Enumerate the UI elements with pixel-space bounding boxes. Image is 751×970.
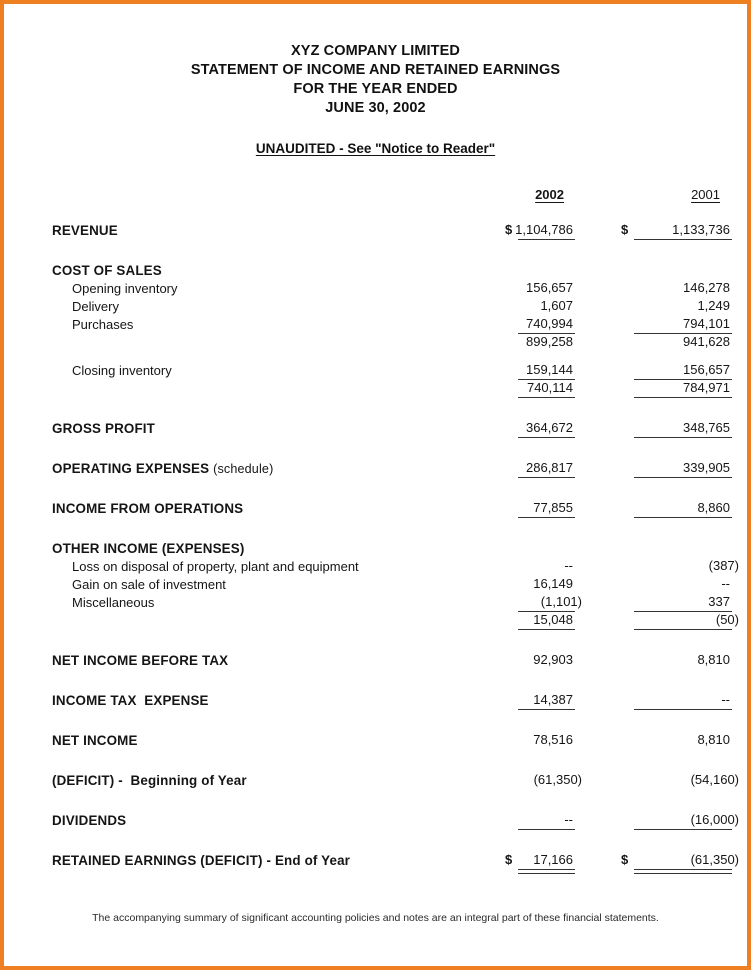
currency-symbol: $ <box>505 852 513 867</box>
spacer <box>4 350 747 360</box>
underline-rule <box>634 239 732 240</box>
underline-rule <box>518 829 575 830</box>
spacer <box>4 396 747 418</box>
row-label-closing-inventory: Closing inventory <box>72 363 172 378</box>
table-row-gain-on-sale <box>4 574 747 592</box>
net-income-current <box>472 730 608 748</box>
closing-inventory-prior <box>608 360 747 378</box>
amount: -- <box>564 558 573 573</box>
double-underline-rule <box>634 869 732 870</box>
row-label-gain-on-sale: Gain on sale of investment <box>72 577 226 592</box>
loss-on-disposal-current <box>472 556 608 574</box>
row-label-retained-earnings-end: RETAINED EARNINGS (DEFICIT) - End of Year <box>52 853 351 868</box>
amount: 1,607 <box>540 298 573 313</box>
row-label-total-other-income <box>4 610 472 628</box>
table-row-total-other-income <box>4 610 747 628</box>
total-cost-of-sales-prior <box>608 378 747 396</box>
amount: 92,903 <box>533 652 573 667</box>
amount: 77,855 <box>533 500 573 515</box>
amount: 78,516 <box>533 732 573 747</box>
amount: 364,672 <box>526 420 573 435</box>
amount: 740,114 <box>526 380 573 395</box>
table-row-opening-inventory <box>4 278 747 296</box>
amount: (61,350) <box>533 772 582 787</box>
table-row-purchases <box>4 314 747 332</box>
amount: 794,101 <box>683 316 730 331</box>
table-row-goods-available <box>4 332 747 350</box>
underline-rule <box>634 829 732 830</box>
document-heading <box>4 4 747 156</box>
amount: (387) <box>708 558 739 573</box>
table-row-other-income-header <box>4 538 747 556</box>
loss-on-disposal-prior <box>608 556 747 574</box>
income-statement-table <box>4 186 747 868</box>
row-label-cost-of-sales: COST OF SALES <box>52 263 162 278</box>
spacer <box>4 708 747 730</box>
unaudited-notice: UNAUDITED - See "Notice to Reader" <box>255 141 496 156</box>
underline-rule <box>634 709 732 710</box>
spacer <box>4 436 747 458</box>
amount: 339,905 <box>683 460 730 475</box>
underline-rule <box>634 397 732 398</box>
footnote-text: The accompanying summary of significant accounting policies and notes are an integral part of these financial statements. <box>92 912 659 924</box>
amount: (1,101) <box>540 594 582 609</box>
underline-rule <box>518 629 575 630</box>
header-spacer <box>4 186 472 204</box>
double-underline-rule <box>518 869 575 870</box>
statement-sheet <box>4 4 747 966</box>
underline-rule <box>518 709 575 710</box>
amount: 159,144 <box>526 362 573 377</box>
gain-on-sale-current <box>472 574 608 592</box>
currency-symbol: $ <box>505 222 513 237</box>
underline-rule <box>518 239 575 240</box>
underline-rule <box>518 437 575 438</box>
net-income-before-tax-prior <box>608 650 747 668</box>
underline-rule <box>518 517 575 518</box>
amount: 784,971 <box>683 380 730 395</box>
underline-rule <box>518 477 575 478</box>
amount: (16,000) <box>690 812 739 827</box>
revenue-prior <box>608 220 747 238</box>
row-label-loss-on-disposal: Loss on disposal of property, plant and equipment <box>72 559 359 574</box>
row-label-deficit-beginning: (DEFICIT) - Beginning of Year <box>52 773 247 788</box>
amount: 156,657 <box>526 280 573 295</box>
amount: (50) <box>715 612 739 627</box>
total-other-income-current <box>472 610 608 628</box>
amount: (54,160) <box>690 772 739 787</box>
table-row-operating-expenses <box>4 458 747 476</box>
row-label-delivery: Delivery <box>72 299 119 314</box>
underline-rule <box>634 517 732 518</box>
empty-cell <box>608 260 747 278</box>
table-row-income-from-operations <box>4 498 747 516</box>
row-label-gross-profit: GROSS PROFIT <box>52 421 155 436</box>
operating-expenses-current <box>472 458 608 476</box>
table-row-net-income-before-tax <box>4 650 747 668</box>
amount: 1,133,736 <box>672 222 730 237</box>
amount: 1,104,786 <box>515 222 573 237</box>
amount: 16,149 <box>533 576 573 591</box>
table-row-closing-inventory <box>4 360 747 378</box>
period-date: JUNE 30, 2002 <box>325 100 426 116</box>
retained-earnings-end-prior <box>608 850 747 868</box>
miscellaneous-current <box>472 592 608 610</box>
table-row-income-tax-expense <box>4 690 747 708</box>
amount: 899,258 <box>526 334 573 349</box>
miscellaneous-prior <box>608 592 747 610</box>
gross-profit-current <box>472 418 608 436</box>
row-label-total-cost-of-sales <box>4 378 472 396</box>
income-from-operations-prior <box>608 498 747 516</box>
amount: 8,860 <box>697 500 730 515</box>
underline-rule <box>634 477 732 478</box>
column-header-prior-year: 2001 <box>691 187 720 202</box>
table-row-total-cost-of-sales <box>4 378 747 396</box>
income-tax-expense-current <box>472 690 608 708</box>
amount: 8,810 <box>697 732 730 747</box>
spacer <box>4 788 747 810</box>
row-label-dividends: DIVIDENDS <box>52 813 127 828</box>
amount: 14,387 <box>533 692 573 707</box>
total-cost-of-sales-current <box>472 378 608 396</box>
currency-symbol: $ <box>621 222 629 237</box>
amount: 156,657 <box>683 362 730 377</box>
row-label-revenue: REVENUE <box>52 223 118 238</box>
dividends-current <box>472 810 608 828</box>
row-label-other-income: OTHER INCOME (EXPENSES) <box>52 541 245 556</box>
column-header-row <box>4 186 747 204</box>
row-label-income-tax-expense: INCOME TAX EXPENSE <box>52 693 209 708</box>
amount: 17,166 <box>533 852 573 867</box>
spacer <box>4 476 747 498</box>
operating-expenses-prior <box>608 458 747 476</box>
amount: 286,817 <box>526 460 573 475</box>
table-row-retained-earnings-end <box>4 850 747 868</box>
amount: -- <box>721 692 730 707</box>
underline-rule <box>634 437 732 438</box>
income-from-operations-current <box>472 498 608 516</box>
spacer <box>4 748 747 770</box>
table-row-net-income <box>4 730 747 748</box>
revenue-current <box>472 220 608 238</box>
underline-rule <box>634 629 732 630</box>
amount: 337 <box>708 594 730 609</box>
statement-title: STATEMENT OF INCOME AND RETAINED EARNINGS <box>190 62 561 78</box>
gain-on-sale-prior <box>608 574 747 592</box>
spacer <box>4 628 747 650</box>
purchases-current <box>472 314 608 332</box>
amount: (61,350) <box>690 852 739 867</box>
underline-rule <box>518 397 575 398</box>
empty-cell <box>472 538 608 556</box>
row-label-net-income-before-tax: NET INCOME BEFORE TAX <box>52 653 229 668</box>
currency-symbol: $ <box>621 852 629 867</box>
spacer <box>4 238 747 260</box>
row-label-income-from-operations: INCOME FROM OPERATIONS <box>52 501 244 516</box>
amount: -- <box>721 576 730 591</box>
amount: -- <box>564 812 573 827</box>
opening-inventory-prior <box>608 278 747 296</box>
goods-available-current <box>472 332 608 350</box>
gross-profit-prior <box>608 418 747 436</box>
amount: 348,765 <box>683 420 730 435</box>
table-row-delivery <box>4 296 747 314</box>
row-label-operating-expenses <box>4 458 472 476</box>
opening-inventory-current <box>472 278 608 296</box>
table-row-cost-of-sales-header <box>4 260 747 278</box>
net-income-before-tax-current <box>472 650 608 668</box>
amount: 146,278 <box>683 280 730 295</box>
closing-inventory-current <box>472 360 608 378</box>
column-header-current-year: 2002 <box>535 187 564 202</box>
spacer <box>4 204 747 220</box>
table-row-gross-profit <box>4 418 747 436</box>
spacer <box>4 668 747 690</box>
empty-cell <box>608 538 747 556</box>
row-label-miscellaneous: Miscellaneous <box>72 595 155 610</box>
period-line: FOR THE YEAR ENDED <box>293 81 458 97</box>
table-row-deficit-beginning <box>4 770 747 788</box>
deficit-beginning-prior <box>608 770 747 788</box>
spacer <box>4 828 747 850</box>
operating-expenses-note: (schedule) <box>213 462 274 476</box>
delivery-current <box>472 296 608 314</box>
dividends-prior <box>608 810 747 828</box>
goods-available-prior <box>608 332 747 350</box>
amount: 8,810 <box>697 652 730 667</box>
purchases-prior <box>608 314 747 332</box>
amount: 740,994 <box>526 316 573 331</box>
amount: 941,628 <box>683 334 730 349</box>
net-income-prior <box>608 730 747 748</box>
table-row-dividends <box>4 810 747 828</box>
row-label-net-income: NET INCOME <box>52 733 138 748</box>
delivery-prior <box>608 296 747 314</box>
deficit-beginning-current <box>472 770 608 788</box>
retained-earnings-end-current <box>472 850 608 868</box>
spacer <box>4 516 747 538</box>
company-name: XYZ COMPANY LIMITED <box>291 43 460 59</box>
row-label-goods-available <box>4 332 472 350</box>
table-row-revenue <box>4 220 747 238</box>
row-label-purchases: Purchases <box>72 317 134 332</box>
table-row-miscellaneous <box>4 592 747 610</box>
amount: 1,249 <box>697 298 730 313</box>
empty-cell <box>472 260 608 278</box>
operating-expenses-text: OPERATING EXPENSES <box>52 461 210 476</box>
amount: 15,048 <box>533 612 573 627</box>
table-row-loss-on-disposal <box>4 556 747 574</box>
income-tax-expense-prior <box>608 690 747 708</box>
total-other-income-prior <box>608 610 747 628</box>
row-label-opening-inventory: Opening inventory <box>72 281 178 296</box>
